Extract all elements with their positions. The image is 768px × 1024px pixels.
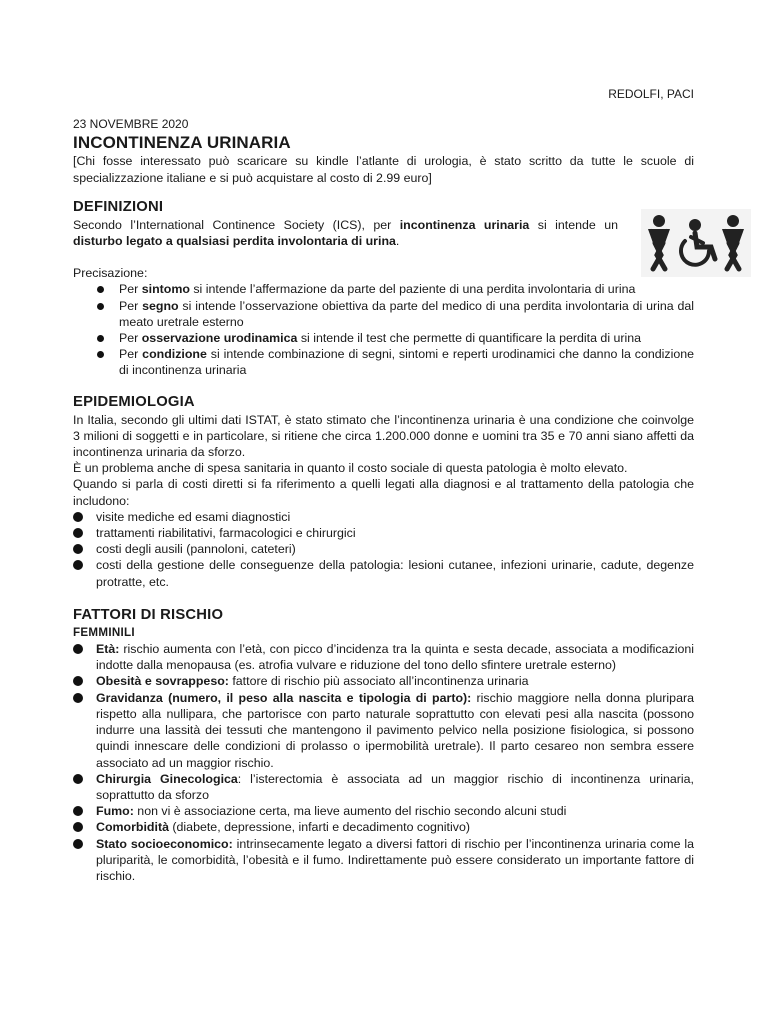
wheelchair-icon [681, 219, 715, 265]
section-heading: FATTORI DI RISCHIO [73, 606, 224, 623]
paragraph: Quando si parla di costi diretti si fa riferimento a quelli legati alla diagnosi e al trattamento della patologia che includono: [73, 477, 694, 508]
definition-list [73, 281, 694, 378]
list-item: costi degli ausili (pannoloni, cateteri) [73, 541, 694, 557]
list-item: Età: rischio aumenta con l’età, con picco d’incidenza tra la quinta e sesta decade, associata a modificazioni indotte dalla menopausa (es. atrofia vulvare e riduzione del tono dello sfintere uretrale esterno) [73, 641, 694, 673]
list-item: Per segno si intende l’osservazione obiettiva da parte del medico di una perdita involontaria di urina dal meato uretrale esterno [95, 298, 694, 330]
intro-note: [Chi fosse interessato può scaricare su kindle l’atlante di urologia, è stato scritto da tutte le scuole di specializzazione italiane e si può acquistare al costo di 2.99 euro] [73, 154, 694, 185]
list-item: Stato socioeconomico: intrinsecamente legato a diversi fattori di rischio per l’incontinenza urinaria come la pluriparità, le comorbidità, l’obesità e il fumo. Indirettamente può essere considerato un importante fattore di rischio. [73, 836, 694, 885]
lecture-date: 23 NOVEMBRE 2020 [73, 117, 189, 132]
section-fattori-di-rischio [73, 606, 694, 884]
person-urgency-icon [648, 215, 670, 269]
subheading: FEMMINILI [73, 625, 135, 639]
person-urgency-icon [722, 215, 744, 269]
list-item: Per condizione si intende combinazione di segni, sintomi e reperti urodinamici che danno la condizione di incontinenza urinaria [95, 346, 694, 378]
authors: REDOLFI, PACI [608, 87, 694, 101]
list-item: Per osservazione urodinamica si intende il test che permette di quantificare la perdita di urina [95, 330, 694, 346]
risk-factor-list [73, 641, 694, 884]
section-heading: EPIDEMIOLOGIA [73, 393, 195, 410]
document-page [73, 86, 694, 884]
section-heading: DEFINIZIONI [73, 198, 164, 215]
list-item: costi della gestione delle conseguenze della patologia: lesioni cutanee, infezioni urinarie, cadute, degenze protratte, etc. [73, 557, 694, 589]
paragraph: In Italia, secondo gli ultimi dati ISTAT, è stato stimato che l’incontinenza urinaria è una condizione che coinvolge 3 milioni di soggetti e in particolare, si ritiene che circa 1.200.000 donne e uomini tra 35 e 70 anni siano affetti da incontinenza urinaria da sforzo. [73, 412, 694, 460]
paragraph: È un problema anche di spesa sanitaria in quanto il costo sociale di questa patologia è molto elevato. [73, 461, 628, 476]
list-item: trattamenti riabilitativi, farmacologici e chirurgici [73, 525, 694, 541]
list-item: Chirurgia Ginecologica: l’isterectomia è associata ad un maggior rischio di incontinenza urinaria, soprattutto da sforzo [73, 771, 694, 803]
list-item: Per sintomo si intende l’affermazione da parte del paziente di una perdita involontaria di urina [95, 281, 694, 297]
list-item: Gravidanza (numero, il peso alla nascita e tipologia di parto): rischio maggiore nella donna pluripara rispetto alla nullipara, che partorisce con parto naturale soprattutto con elevati pesi alla nascita (possono indurre una lassità dei tessuti che mantengono il pavimento pelvico nella posizione fisiologica, si possono quindi innescare delle condizioni di prolasso o ipermobilità uretrale). Il parto cesareo non sembra essere associato ad un maggior rischio. [73, 690, 694, 771]
list-item: Obesità e sovrappeso: fattore di rischio più associato all’incontinenza urinaria [73, 673, 694, 689]
section-definizioni [73, 198, 694, 379]
definition-paragraph: Secondo l’International Continence Society (ICS), per incontinenza urinaria si intende un disturbo legato a qualsiasi perdita involontaria di urina. [73, 217, 618, 249]
document-title: INCONTINENZA URINARIA [73, 133, 291, 153]
incontinence-illustration [641, 209, 751, 277]
list-item: Fumo: non vi è associazione certa, ma lieve aumento del rischio secondo alcuni studi [73, 803, 694, 819]
list-item: Comorbidità (diabete, depressione, infarti e decadimento cognitivo) [73, 819, 694, 835]
precisazione-label: Precisazione: [73, 266, 148, 281]
list-item: visite mediche ed esami diagnostici [73, 509, 694, 525]
section-epidemiologia [73, 393, 694, 590]
cost-list [73, 509, 694, 590]
